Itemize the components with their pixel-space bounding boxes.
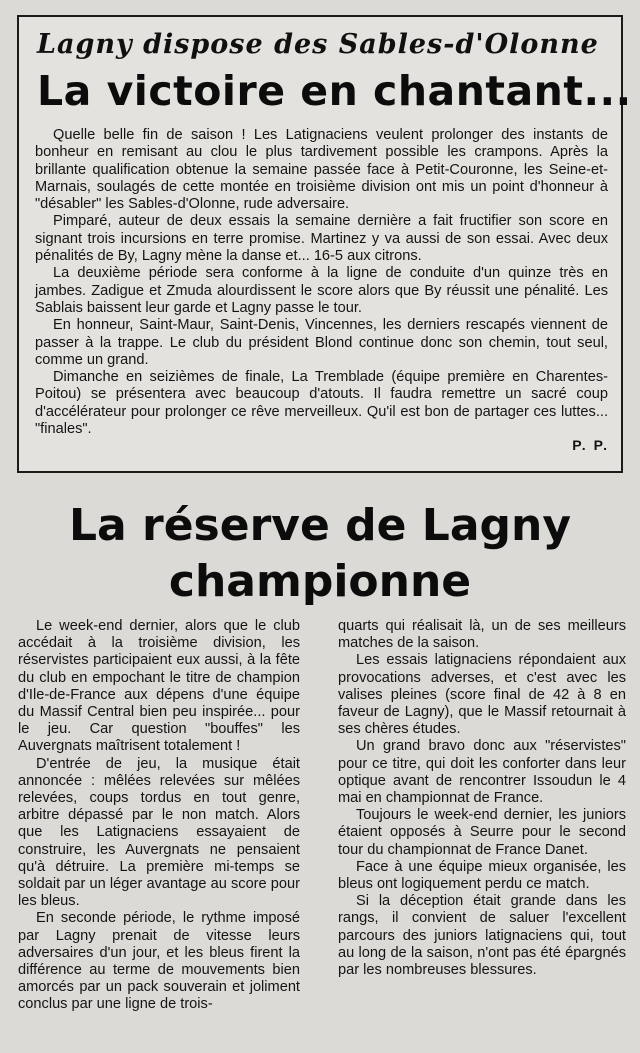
column-paragraph: Un grand bravo donc aux "réservistes" pour ce titre, qui doit les conforter dans leur optique avant de rencontrer Issoudun le 4 mai en championnat de France.	[338, 738, 626, 807]
article-body	[35, 127, 608, 438]
column-paragraph: Le week-end dernier, alors que le club accédait à la troisième division, les réservistes participaient eux aussi, à la fête du club en empochant le titre de champion d'Ile-de-France aux dépens d'une équipe du Massif Central bien peu inspirée... pour le jeu. Car question "bouffes" les Auvergnats maîtrisent totalement !	[18, 618, 300, 755]
left-column	[18, 618, 300, 1014]
column-paragraph: Face à une équipe mieux organisée, les bleus ont logiquement perdu ce match.	[338, 858, 626, 893]
author-signature: P. P.	[572, 437, 609, 453]
right-column	[338, 618, 626, 979]
article-paragraph: Quelle belle fin de saison ! Les Latignaciens veulent prolonger des instants de bonheur en remisant au clou le plus tardivement possible les crampons. Après la brillante qualification obtenue la semaine passée face à Petit-Couronne, les Seine-et-Marnais, soulagés de cette montée en troisième division ont mis un point d'honneur à "désabler" les Sables-d'Olonne, rude adversaire.	[35, 127, 608, 213]
article-headline: La victoire en chantant...	[37, 67, 632, 115]
article-paragraph: Dimanche en seizièmes de finale, La Tremblade (équipe première en Charentes-Poitou) se présentera avec beaucoup d'atouts. Il faudra remettre un sacré coup d'accélérateur pour prolonger ce rêve merveilleux. Qu'il est bon de partager ces luttes... "finales".	[35, 369, 608, 438]
column-paragraph: D'entrée de jeu, la musique était annoncée : mêlées relevées sur mêlées relevées, coups tordus en tout genre, arbitre dépassé par le non match. Alors que les Latignaciens essayaient de construire, les Auvergnats ne pensaient qu'à détruire. La première mi-temps se soldait par un léger avantage au score pour les bleus.	[18, 755, 300, 910]
column-paragraph: Les essais latignaciens répondaient aux provocations adverses, et c'est avec les valises pleines (score final de 42 à 8 en faveur de Lagny), que le Massif retournait à ses chères études.	[338, 652, 626, 738]
column-continuation: quarts qui réalisait là, un de ses meilleurs matches de la saison.	[338, 618, 626, 652]
main-article-title: La réserve de Lagny championne	[68, 500, 572, 607]
article-kicker: Lagny dispose des Sables-d'Olonne	[37, 29, 599, 60]
column-paragraph: En seconde période, le rythme imposé par Lagny prenait de vitesse leurs adversaires d'un jour, et les bleus firent la différence au terme de mouvements bien amorcés par un pack souverain et joliment conclus par une ligne de trois-	[18, 910, 300, 1013]
column-paragraph: Toujours le week-end dernier, les juniors étaient opposés à Seurre pour le second tour du championnat de France Danet.	[338, 807, 626, 858]
boxed-article	[17, 15, 632, 473]
article-paragraph: La deuxième période sera conforme à la ligne de conduite d'un quinze très en jambes. Zadigue et Zmuda alourdissent le score alors que By réussit une pénalité. Les Sablais baissent leur garde et Lagny passe le tour.	[35, 265, 608, 316]
article-paragraph: Pimparé, auteur de deux essais la semaine dernière a fait fructifier son score en signant trois incursions en terre promise. Martinez y va aussi de son essai. Avec deux pénalités de By, Lagny mène la danse et... 16-5 aux citrons.	[35, 213, 608, 265]
column-paragraph: Si la déception était grande dans les rangs, il convient de saluer l'excellent parcours des juniors latignaciens qui, tout au long de la saison, n'ont pas été épargnés par les nombreuses blessures.	[338, 893, 626, 979]
article-paragraph: En honneur, Saint-Maur, Saint-Denis, Vincennes, les derniers rescapés viennent de passer à la trappe. Le club du président Blond continue donc son chemin, tout seul, comme un grand.	[35, 317, 608, 368]
